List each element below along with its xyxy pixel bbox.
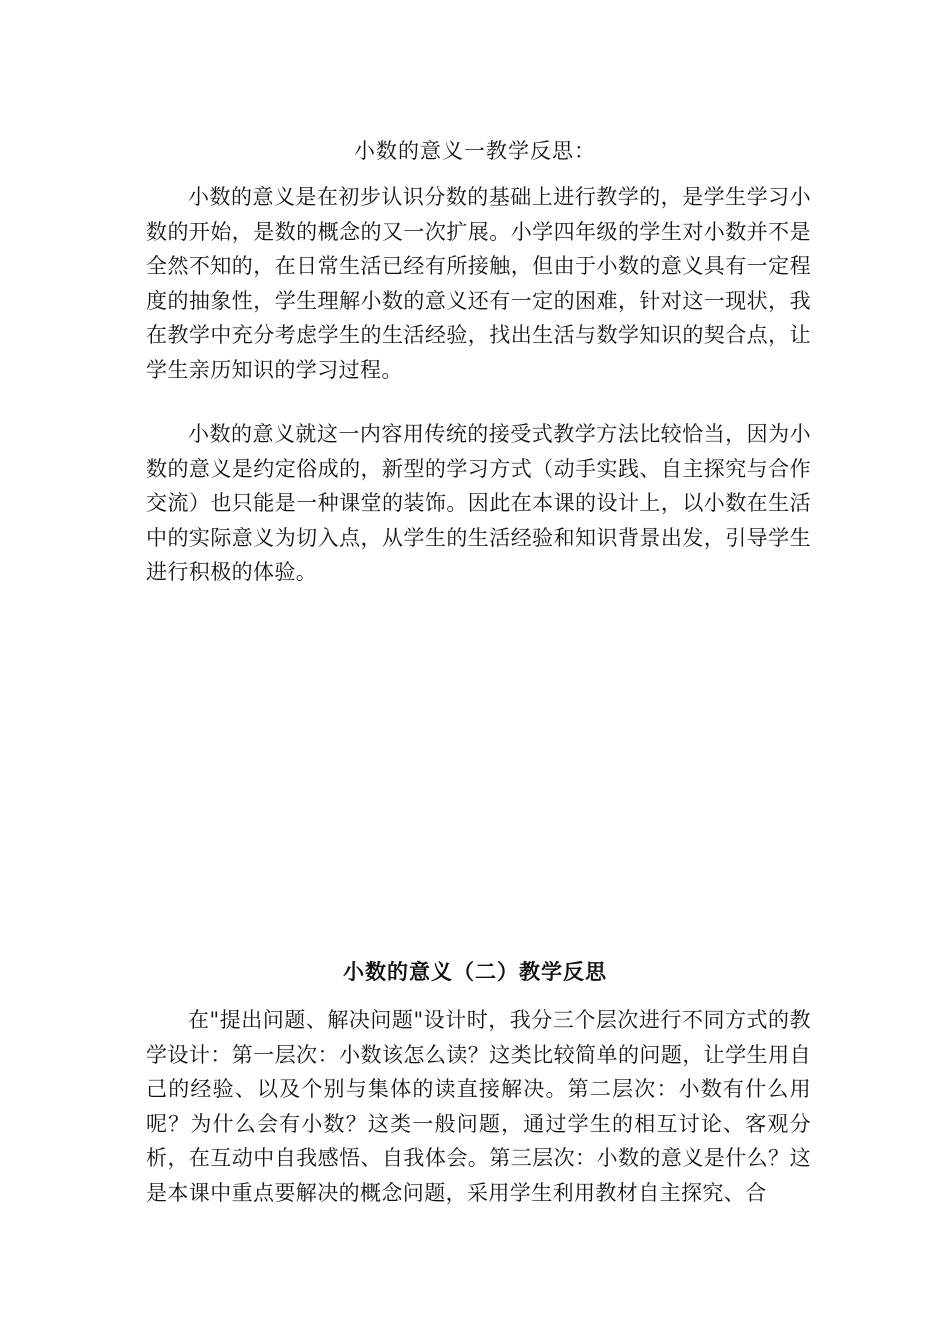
section-2-title: 小数的意义（二）教学反思	[343, 959, 607, 984]
section-2-paragraph-1: 在"提出问题、解决问题"设计时，我分三个层次进行不同方式的教学设计：第一层次：小数该怎么读？这类比较简单的问题，让学生用自己的经验、以及个别与集体的读直接解决。第二层次：小数有什么用呢？为什么会有小数？这类一般问题，通过学生的相互讨论、客观分析，在互动中自我感悟、自我体会。第三层次：小数的意义是什么？这是本课中重点要解决的概念问题，采用学生利用教材自主探究、合	[146, 1008, 811, 1205]
section-1-title: 小数的意义一教学反思：	[354, 139, 596, 163]
section-1-paragraph-2: 小数的意义就这一内容用传统的接受式教学方法比较恰当，因为小数的意义是约定俗成的，新型的学习方式（动手实践、自主探究与合作交流）也只能是一种课堂的装饰。因此在本课的设计上，以小数在生活中的实际意义为切入点，从学生的生活经验和知识背景出发，引导学生进行积极的体验。	[146, 422, 811, 584]
section-1-paragraph-1: 小数的意义是在初步认识分数的基础上进行教学的，是学生学习小数的开始，是数的概念的又一次扩展。小学四年级的学生对小数并不是全然不知的，在日常生活已经有所接触，但由于小数的意义具有一定程度的抽象性，学生理解小数的意义还有一定的困难，针对这一现状，我在教学中充分考虑学生的生活经验，找出生活与数学知识的契合点，让学生亲历知识的学习过程。	[146, 185, 811, 382]
